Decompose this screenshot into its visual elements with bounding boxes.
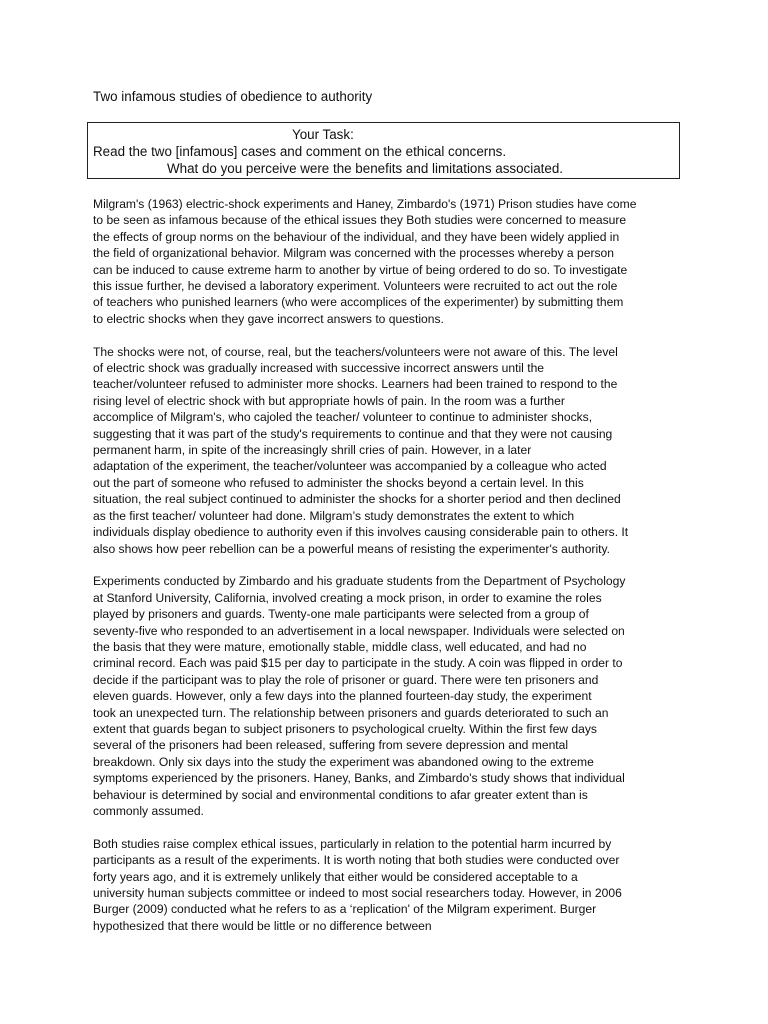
text-line: took an unexpected turn. The relationship between prisoners and guards deteriorated to such an	[93, 705, 609, 720]
text-line: played by prisoners and guards. Twenty-one male participants were selected from a group of	[93, 607, 589, 622]
text-line: at Stanford University, California, involved creating a mock prison, in order to examine the roles	[93, 590, 602, 605]
text-line: can be induced to cause extreme harm to another by virtue of being ordered to do so. To investigate	[93, 262, 628, 277]
text-line: of teachers who punished learners (who were accomplices of the experimenter) by submitting them	[93, 295, 624, 310]
text-line: seventy-five who responded to an advertisement in a local newspaper. Individuals were selected on	[93, 623, 625, 638]
text-line: forty years ago, and it is extremely unlikely that either would be considered acceptable to a	[93, 869, 578, 884]
text-line: accomplice of Milgram's, who cajoled the teacher/ volunteer to continue to administer shocks,	[93, 410, 593, 425]
text-line: situation, the real subject continued to administer the shocks for a shorter period and then declined	[93, 492, 621, 507]
text-line: this issue further, he devised a laboratory experiment. Volunteers were recruited to act out the role	[93, 279, 618, 294]
text-line: eleven guards. However, only a few days into the planned fourteen-day study, the experiment	[93, 689, 592, 704]
paragraph	[93, 836, 683, 934]
text-line: rising level of electric shock with but appropriate howls of pain. In the room was a further	[93, 393, 565, 408]
text-line: suggesting that it was part of the study's requirements to continue and that they were not causing	[93, 426, 613, 441]
text-line: the field of organizational behavior. Milgram was concerned with the processes whereby a person	[93, 246, 614, 261]
text-line: permanent harm, in spite of the increasingly shrill cries of pain. However, in a later	[93, 443, 532, 458]
paragraph	[93, 344, 683, 557]
text-line: teacher/volunteer refused to administer more shocks. Learners had been trained to respond to the	[93, 377, 618, 392]
text-line: The shocks were not, of course, real, but the teachers/volunteers were not aware of this. The level	[93, 344, 618, 359]
task-question: What do you perceive were the benefits and limitations associated.	[167, 161, 563, 176]
text-line: criminal record. Each was paid $15 per day to participate in the study. A coin was flipped in order to	[93, 656, 623, 671]
task-instruction: Read the two [infamous] cases and comment on the ethical concerns.	[93, 144, 507, 159]
text-line: extent that guards began to subject prisoners to psychological cruelty. Within the first few days	[93, 721, 597, 736]
text-line: adaptation of the experiment, the teacher/volunteer was accompanied by a colleague who acted	[93, 459, 607, 474]
text-line: Burger (2009) conducted what he refers to as a ‘replication' of the Milgram experiment. Burger	[93, 902, 597, 917]
text-line: also shows how peer rebellion can be a powerful means of resisting the experimenter's authority.	[93, 541, 611, 556]
text-line: symptoms experienced by the prisoners. Haney, Banks, and Zimbardo's study shows that individual	[93, 771, 625, 786]
text-line: to be seen as infamous because of the ethical issues they Both studies were concerned to measure	[93, 213, 627, 228]
text-line: decide if the participant was to play the role of prisoner or guard. There were ten prisoners and	[93, 672, 599, 687]
text-line: several of the prisoners had been released, suffering from severe depression and mental	[93, 738, 569, 753]
text-line: behaviour is determined by social and environmental conditions to afar greater extent than is	[93, 787, 588, 802]
text-line: the effects of group norms on the behaviour of the individual, and they have been widely applied in	[93, 229, 620, 244]
text-line: out the part of someone who refused to administer the shocks beyond a certain level. In this	[93, 475, 584, 490]
text-line: to electric shocks when they gave incorrect answers to questions.	[93, 311, 444, 326]
text-line: Both studies raise complex ethical issues, particularly in relation to the potential harm incurred by	[93, 836, 612, 851]
text-line: Experiments conducted by Zimbardo and his graduate students from the Department of Psychology	[93, 574, 626, 589]
text-line: Milgram's (1963) electric-shock experiments and Haney, Zimbardo's (1971) Prison studies have come	[93, 197, 637, 211]
document-title: Two infamous studies of obedience to authority	[93, 89, 373, 104]
text-line: individuals display obedience to authority even if this involves causing considerable pain to others. It	[93, 525, 629, 540]
task-box	[87, 122, 680, 179]
text-line: participants as a result of the experiments. It is worth noting that both studies were conducted over	[93, 853, 620, 868]
text-line: commonly assumed.	[93, 804, 204, 818]
text-line: hypothesized that there would be little or no difference between	[93, 918, 432, 933]
text-line: as the first teacher/ volunteer had done. Milgram’s study demonstrates the extent to which	[93, 508, 575, 523]
task-heading: Your Task:	[292, 127, 354, 142]
text-line: breakdown. Only six days into the study the experiment was abandoned owing to the extreme	[93, 754, 594, 769]
paragraph	[93, 196, 683, 327]
text-line: of electric shock was gradually increased with successive incorrect answers until the	[93, 361, 545, 376]
paragraph	[93, 573, 683, 819]
text-line: university human subjects committee or indeed to most social researchers today. However, in 2006	[93, 886, 622, 901]
body-text	[93, 196, 683, 951]
text-line: the basis that they were mature, emotionally stable, middle class, well educated, and had no	[93, 639, 587, 654]
